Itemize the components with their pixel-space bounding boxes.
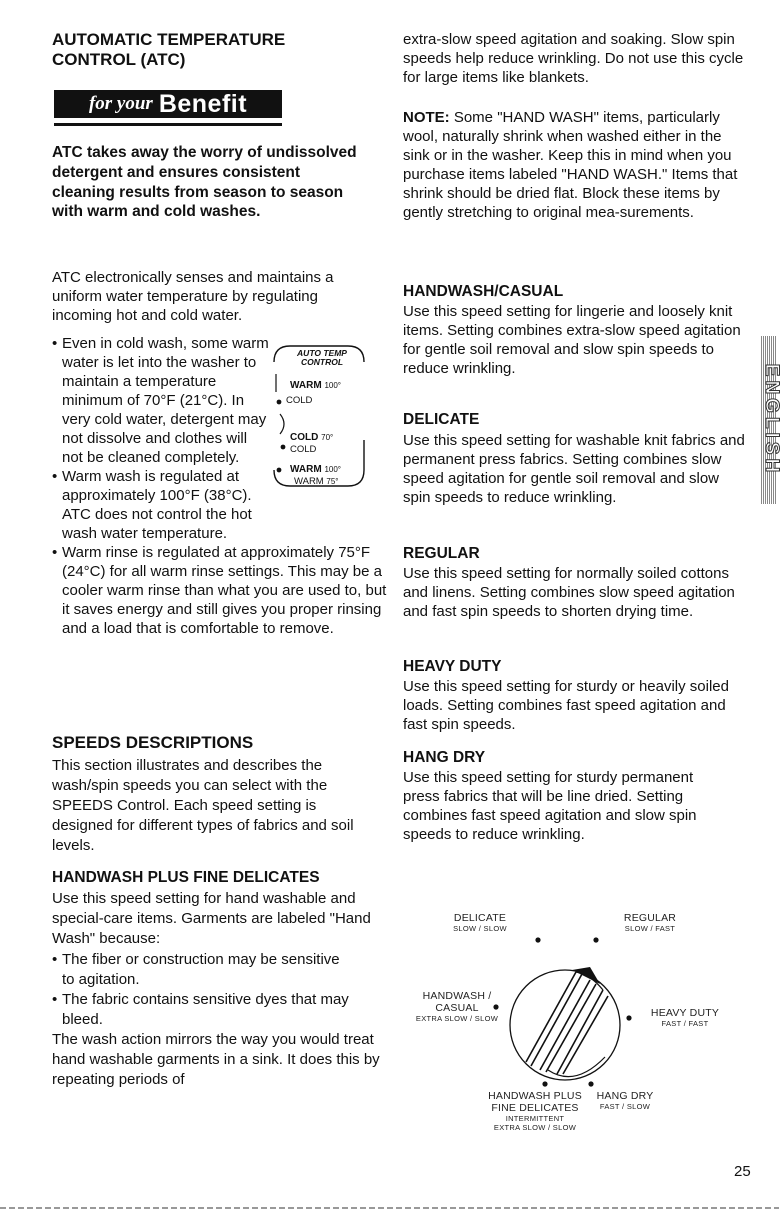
atc-title-line2: CONTROL (ATC) [52,50,186,69]
note-label: NOTE: [403,109,450,126]
note-text: Some "HAND WASH" items, particularly wool, naturally shrink when washed either in the sink or in the washer. Keep this in mind when you purchase items labeled "HAND WASH." Items that shrink should be dried flat. Block these items by gently stretching to original mea-surements. [403,109,738,221]
hw-bullet-2: • The fabric contains sensitive dyes that may bleed. [52,990,352,1030]
dial-handwash-casual: HANDWASH / CASUAL EXTRA SLOW / SLOW [415,990,499,1023]
panel-title1: AUTO TEMP [297,348,347,358]
dial-regular: REGULAR SLOW / FAST [623,912,677,933]
dial-hang-dry: HANG DRY FAST / SLOW [596,1090,654,1111]
panel-row2: COLD [286,395,313,406]
note-paragraph [403,108,748,222]
heavy-duty-heading: HEAVY DUTY [403,658,502,675]
heavy-duty-text: Use this speed setting for sturdy or heavily soiled loads. Setting combines fast speed agitation and fast spin speeds. [403,678,729,733]
english-side-tab [757,336,782,504]
dial-handwash-plus: HANDWASH PLUS FINE DELICATES INTERMITTENT EXTRA SLOW / SLOW [488,1090,582,1132]
benefit-word: Benefit [158,89,248,118]
handwash-bullets [52,950,352,1030]
handwash-fine-text: Use this speed setting for hand washable and special-care items. Garments are labeled "Hand Wash" because: [52,890,371,947]
speeds-text: This section illustrates and describes the wash/spin speeds you can select with the SPEEDS Control. Each speed setting is designed for different types of fabrics and soil levels. [52,757,354,854]
regular-text: Use this speed setting for normally soiled cottons and linens. Setting combines slow speed agitation and fast spin speeds to shorten drying time. [403,565,735,620]
panel-row5: WARM 100° [290,464,341,475]
dial-delicate: DELICATE SLOW / SLOW [453,912,507,933]
hw-bullet-1: • The fiber or construction may be sensitive to agitation. [52,950,352,990]
atc-bullet-3: • Warm rinse is regulated at approximately 75°F (24°C) for all warm rinse settings. This may be a cooler warm rinse than what you are used to, but it saves energy and still gives you proper rinsing and a load that is comfortable to remove. [52,544,387,637]
casual-text: Use this speed setting for lingerie and loosely knit items. Setting combines extra-slow speed agitation for gentle soil removal and slow spin speeds to reduce wrinkling. [403,303,741,377]
speeds-heading: SPEEDS DESCRIPTIONS [52,733,254,752]
benefit-rule [54,123,282,126]
panel-row6: WARM 75° [294,476,339,487]
page-bottom-rule [0,1205,779,1213]
atc-bullet-1: • Even in cold wash, some warm water is let into the washer to maintain a temperature minimum of 70°F (21°C). In very cold water, detergent may not dissolve and clothes will not be cleaned completely. [52,335,269,466]
handwash-fine-heading: HANDWASH PLUS FINE DELICATES [52,869,320,886]
dial-heavy-duty: HEAVY DUTY FAST / FAST [650,1007,720,1028]
panel-title2: CONTROL [300,357,344,367]
page-number: 25 [734,1163,751,1180]
speeds-dial-illustration [400,912,740,1142]
wash-action-text: The wash action mirrors the way you would treat hand washable garments in a sink. It does this by repeating periods of [52,1031,380,1088]
side-tab-label: ENGLISH [761,363,782,477]
atc-title [52,30,352,70]
benefit-text: ATC takes away the worry of undissolved detergent and ensures consistent cleaning results from season to season with warm and cold washes. [52,144,357,221]
hang-dry-text: Use this speed setting for sturdy permanent press fabrics that will be line dried. Setting combines fast speed agitation and slow spin speeds to reduce wrinkling. [403,769,697,843]
atc-intro: ATC electronically senses and maintains a uniform water temperature by regulating incoming hot and cold water. [52,269,334,324]
panel-row3: COLD 70° [290,432,334,443]
benefit-for-your: for your [88,93,153,114]
atc-bullet-2: • Warm wash is regulated at approximately 100°F (38°C). ATC does not control the hot wash water temperature. [52,468,252,542]
delicate-text: Use this speed setting for washable knit fabrics and permanent press fabrics. Setting combines slow speed agitation for gentle soil removal and slow spin speeds to reduce wrinkling. [403,432,745,506]
continued-text: extra-slow speed agitation and soaking. Slow spin speeds help reduce wrinkling. Do not use this cycle for large items like blankets. [403,31,744,86]
casual-heading: HANDWASH/CASUAL [403,283,564,300]
panel-row1: WARM 100° [290,380,341,391]
delicate-heading: DELICATE [403,411,480,428]
atc-panel-illustration [268,340,370,490]
regular-heading: REGULAR [403,545,480,562]
atc-title-line1: AUTOMATIC TEMPERATURE [52,30,286,49]
hang-dry-heading: HANG DRY [403,749,486,766]
for-your-benefit-banner [54,90,282,128]
panel-row4: COLD [290,444,317,455]
